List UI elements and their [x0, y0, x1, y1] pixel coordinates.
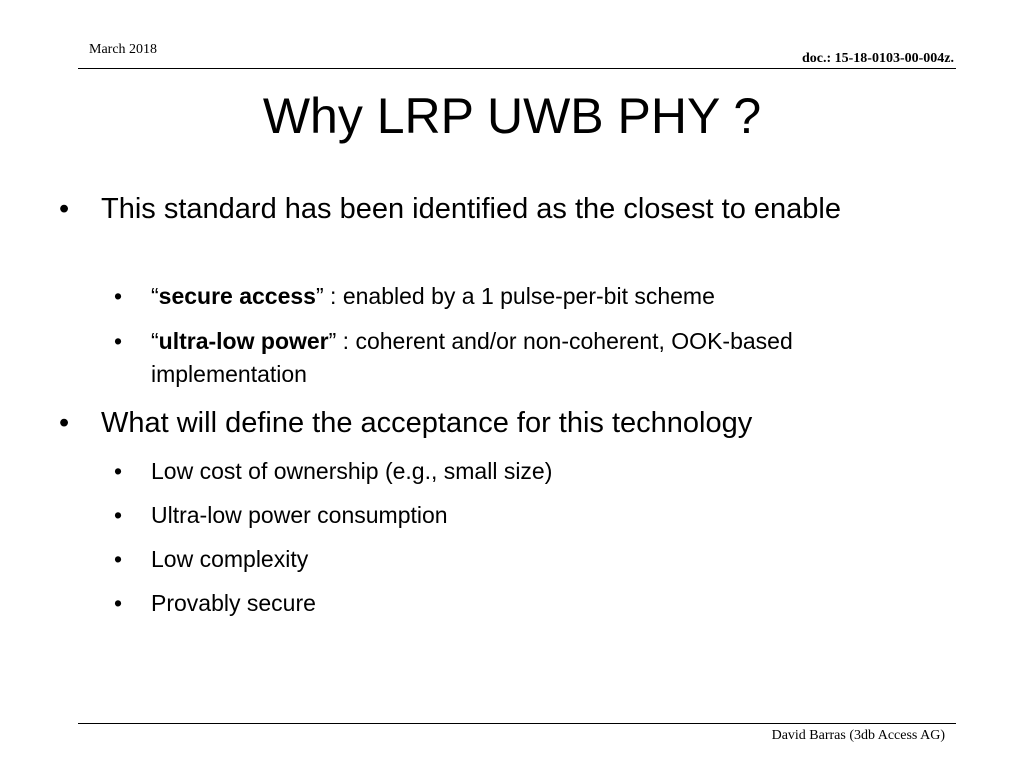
sub-bullet-text: Ultra-low power consumption [151, 502, 448, 528]
sub-bullet-text: Low complexity [151, 546, 309, 572]
header-date: March 2018 [89, 42, 158, 57]
header-doc-id: doc.: 15-18-0103-00-004z. [801, 51, 954, 66]
sub-bullet-text: : enabled by a 1 pulse-per-bit scheme [323, 283, 715, 309]
sub-bullet-text: Low cost of ownership (e.g., small size) [151, 458, 553, 484]
footer-author: David Barras (3db Access AG) [771, 728, 945, 743]
sub-bullet-2-1 [114, 455, 951, 488]
close-quote: ” [328, 328, 337, 354]
sub-bullet-2-2 [114, 499, 951, 532]
bullet-dot: • [59, 193, 70, 225]
footer-divider [78, 723, 956, 724]
bullet-1 [59, 190, 931, 228]
bullet-dot: • [114, 328, 123, 354]
sub-bullet-2-4 [114, 587, 951, 620]
emphasis-term: secure access [158, 283, 316, 309]
sub-bullet-text: Provably secure [151, 590, 316, 616]
close-quote: ” [315, 283, 324, 309]
bullet-dot: • [59, 407, 70, 439]
header-divider [78, 68, 956, 69]
bullet-dot: • [114, 546, 123, 572]
bullet-1-text: This standard has been identified as the closest to enable [101, 193, 841, 225]
slide-title: Why LRP UWB PHY ? [262, 88, 762, 144]
bullet-dot: • [114, 458, 123, 484]
open-quote: “ [151, 328, 159, 354]
emphasis-term: ultra-low power [158, 328, 329, 354]
bullet-2-text: What will define the acceptance for this technology [101, 407, 753, 439]
sub-bullet-1-2 [114, 325, 951, 391]
bullet-dot: • [114, 283, 123, 309]
sub-bullet-1-1 [114, 280, 951, 313]
bullet-dot: • [114, 502, 123, 528]
bullet-dot: • [114, 590, 123, 616]
open-quote: “ [151, 283, 159, 309]
sub-bullet-text: : coherent and/or non-coherent, OOK-based implementation [151, 328, 793, 387]
bullet-2 [59, 404, 931, 442]
sub-bullet-2-3 [114, 543, 951, 576]
